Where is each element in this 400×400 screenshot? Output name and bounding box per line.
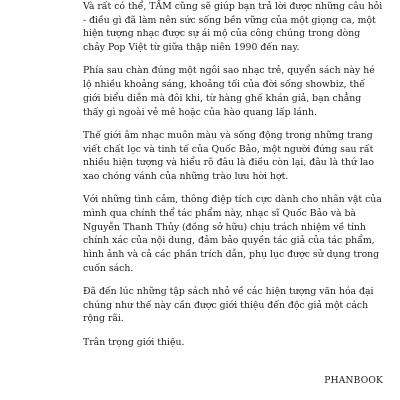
- document-page: [83, 0, 383, 349]
- paragraph-2: Phía sau chàn đúng một ngôi sao nhạc trẻ, quyển sách này hé lộ nhiều khoảng sáng, khoảng tối của đời sống showbiz, thế giới biểu diễn mà đôi khi, từ hàng ghế khán giả, bạn chẳng thấy gì ngoài vẻ mê hoặc của hào quang lấp lánh.: [83, 65, 375, 118]
- paragraph-4: Với những tình cảm, thông điệp tích cực dành cho nhân vật của mình qua chính thể tác phẩm này, nhạc sĩ Quốc Bảo và bà Nguyễn Thanh Thủy (đồng sở hữu) chịu trách nhiệm về tính chính xác của nội dung, đảm bảo quyền tác giả của tác phẩm, hình ảnh và cả các phần trích dẫn, phụ lục được sử dụng trong cuốn sách.: [83, 194, 382, 274]
- publisher-signature: PHANBOOK: [324, 376, 383, 386]
- paragraph-1: Và rất có thể, TẦM cũng sẽ giúp bạn trả lời được những câu hỏi - điều gì đã làm nên sức sống bền vững của một giọng ca, một hiện tượng nhạc được sự ái mộ của công chúng trong dòng chảy Pop Việt từ giữa thập niên 1990 đến nay.: [83, 1, 383, 54]
- paragraph-3: Thế giới âm nhạc muôn màu và sống động trong những trang viết chất lọc và tinh tế của Quốc Bảo, một người đứng sau rất nhiều hiện tượng và hiểu rõ đâu là điều còn lại, đâu là thứ lao xao chóng vánh của những trào lưu hời hợt.: [83, 129, 374, 182]
- closing-line: Trân trọng giới thiệu.: [83, 336, 185, 348]
- paragraph-5: Đã đến lúc những tập sách nhỏ về các hiện tượng văn hóa đại chúng như thế này cần được giới thiệu đến độc giả một cách rộng rãi.: [83, 286, 374, 325]
